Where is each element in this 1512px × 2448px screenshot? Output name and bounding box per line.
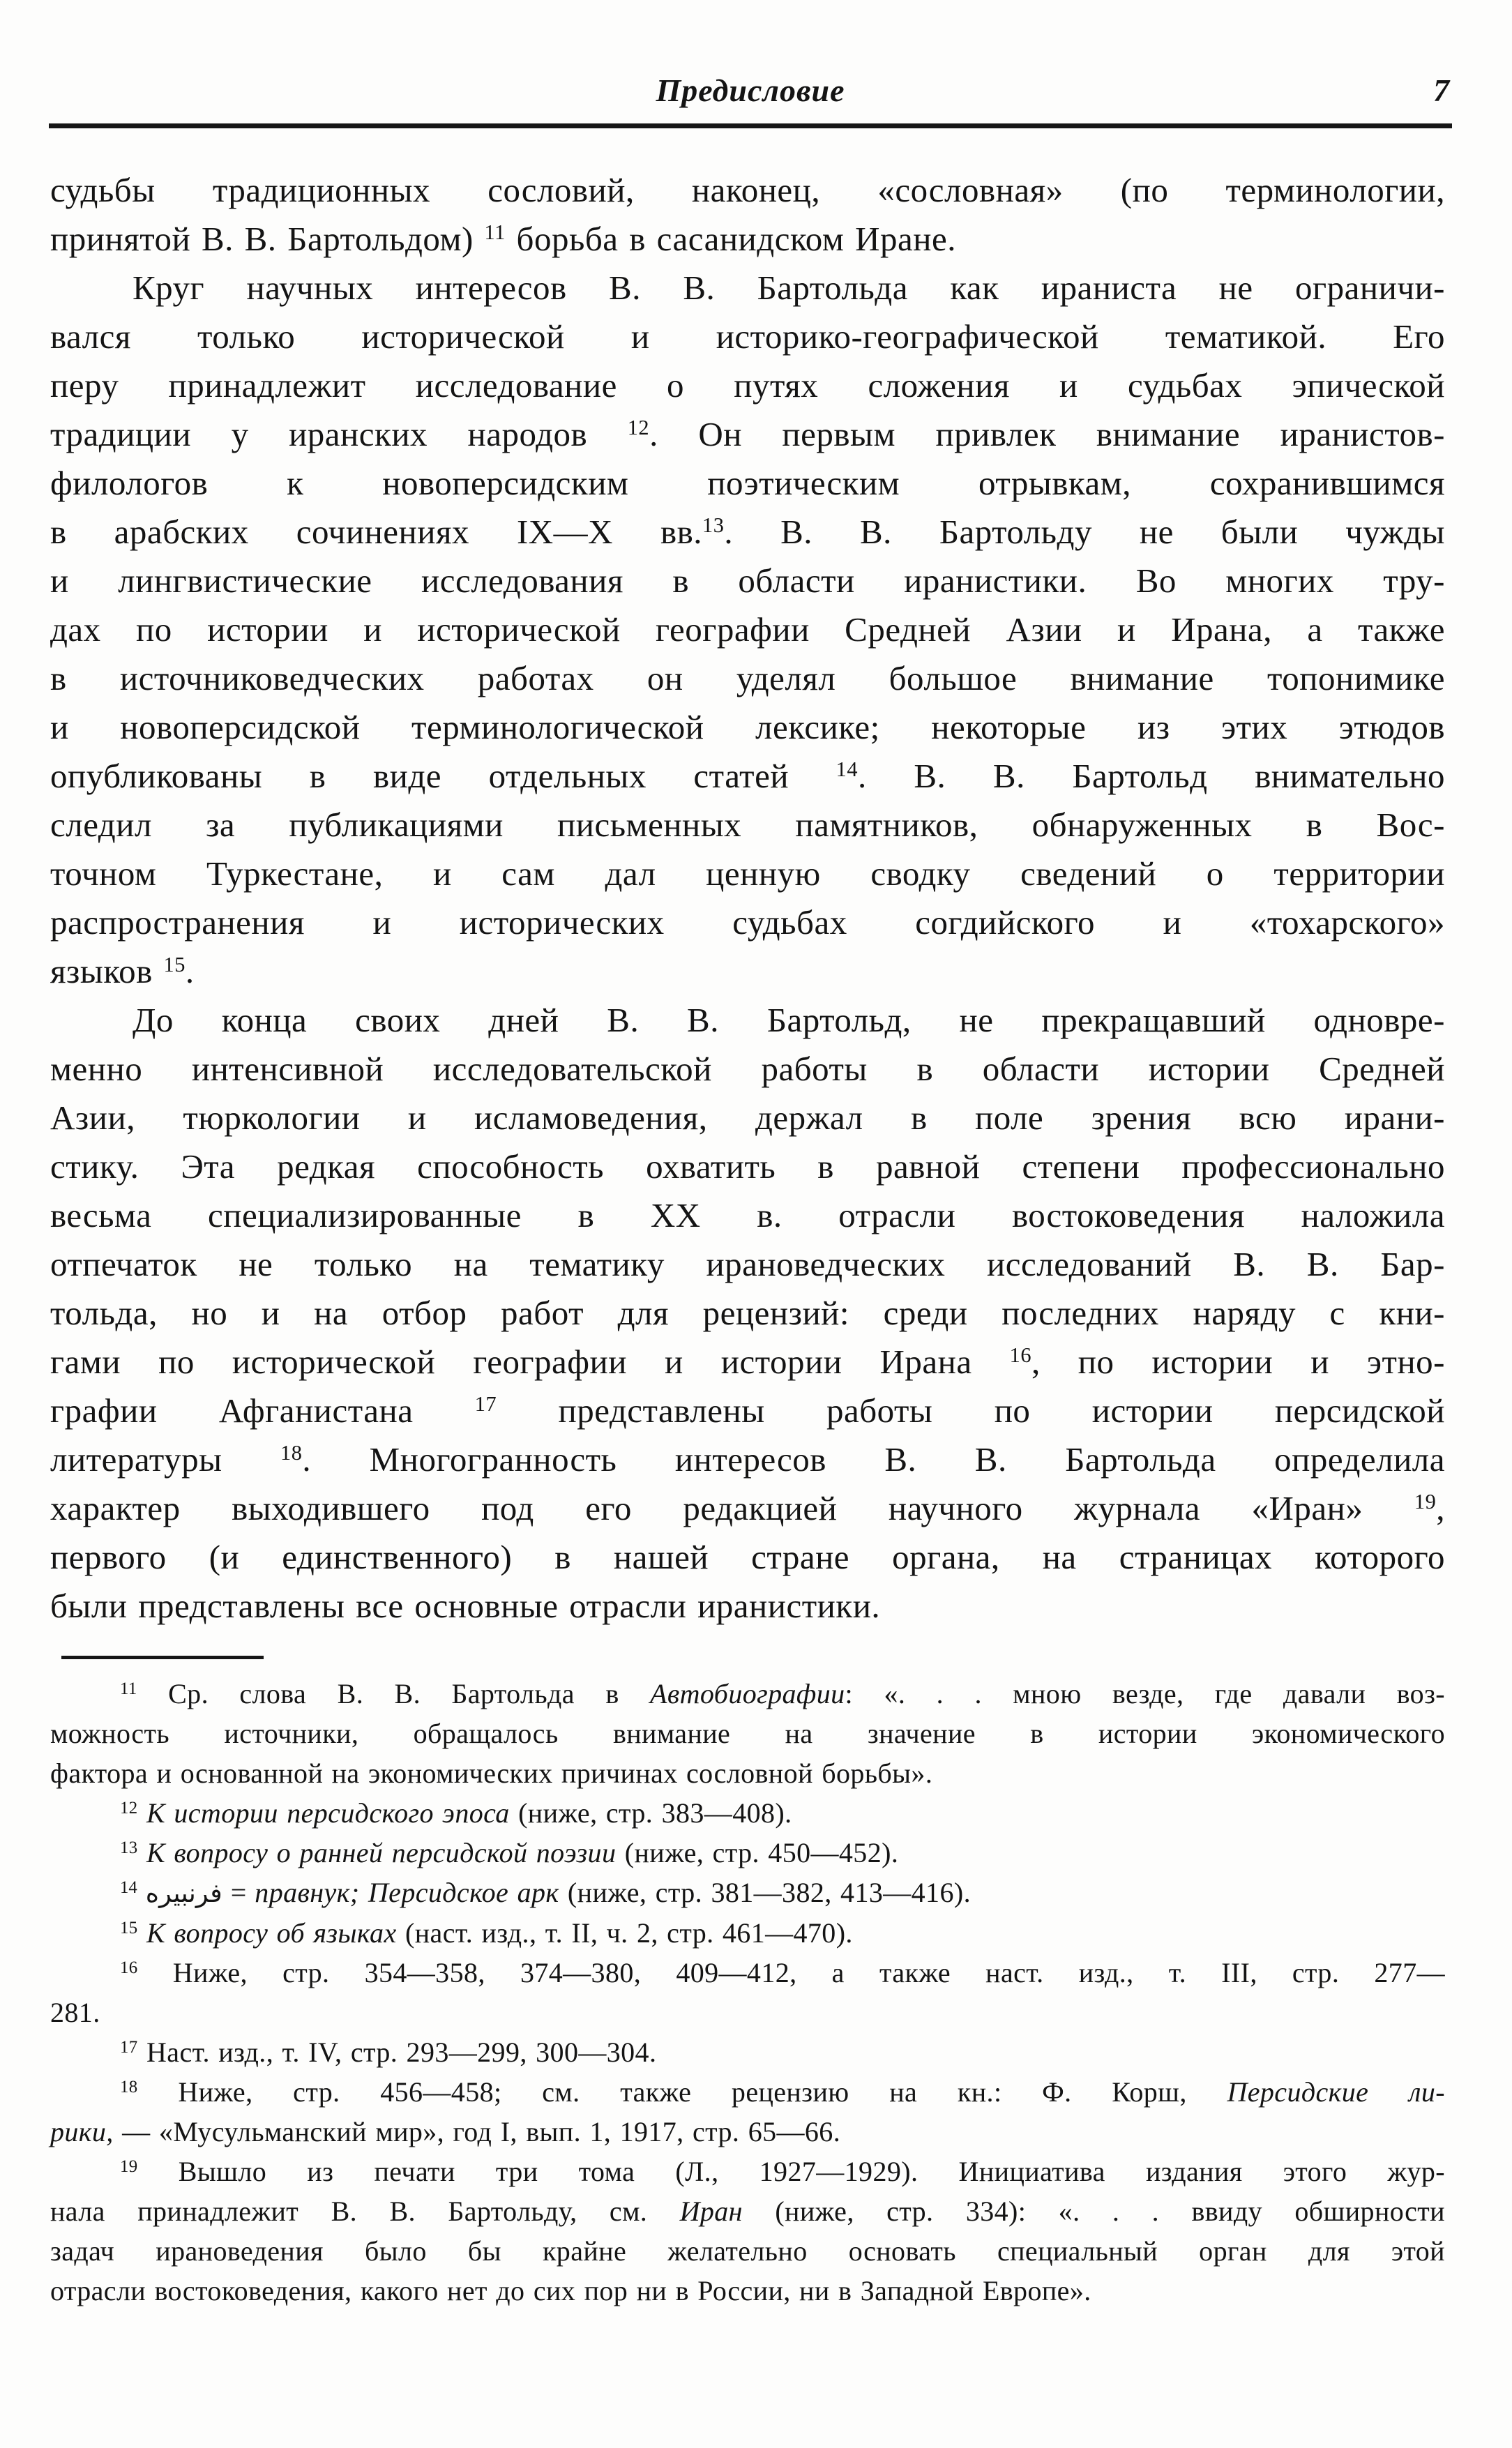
text-segment: Ниже, стр. 456—458; см. также рецензию на кн.: Ф. Корш, (137, 2076, 1227, 2108)
footnote-reference: 18 (120, 2078, 138, 2097)
text-segment: вался только исторической и историко-географической тематикой. Его (50, 317, 1445, 356)
footnote-reference: 19 (1414, 1490, 1437, 1514)
text-segment: менно интенсивной исследовательской работы в области истории Средней (50, 1050, 1445, 1088)
text-segment (138, 1797, 146, 1829)
body-line (50, 312, 1445, 361)
text-segment: можность источники, обращалось внимание на значение в истории экономического (50, 1718, 1445, 1749)
text-segment (138, 1837, 146, 1868)
footnote-reference: 12 (627, 416, 650, 440)
text-segment: весьма специализированные в XX в. отрасли востоковедения наложила (50, 1196, 1445, 1234)
text-segment: стику. Эта редкая способность охватить в равной степени профессионально (50, 1147, 1445, 1186)
body-line (50, 703, 1445, 752)
footnote-reference: 19 (120, 2157, 138, 2177)
body-line (50, 1435, 1445, 1484)
body-line (50, 1484, 1445, 1533)
text-segment (137, 1877, 146, 1908)
text-segment: в источниковедческих работах он уделял большое внимание топонимике (50, 659, 1445, 697)
text-segment: . Он первым привлек внимание иранистов- (649, 415, 1445, 453)
text-segment: первого (и единственного) в нашей стране органа, на страницах которого (50, 1538, 1445, 1576)
text-segment: 281. (50, 1997, 100, 2028)
body-line (50, 1240, 1445, 1289)
text-segment: К истории персидского эпоса (146, 1797, 510, 1829)
footnote-line (50, 1753, 1445, 1793)
body-line (50, 1045, 1445, 1094)
footnote-reference: 15 (120, 1919, 138, 1938)
page-header (49, 71, 1452, 113)
body-line (50, 557, 1445, 605)
footnote-reference: 12 (120, 1799, 138, 1818)
text-segment: : «. . . мною везде, где давали воз- (845, 1678, 1445, 1709)
text-segment: Персидские ли- (1227, 2076, 1445, 2108)
text-segment: Автобиографии (650, 1678, 845, 1709)
body-line (50, 1387, 1445, 1435)
footnote-line (50, 1793, 1445, 1833)
text-segment: , по истории и этно- (1031, 1343, 1445, 1381)
body-line (50, 752, 1445, 801)
text-segment: следил за публикациями письменных памятников, обнаруженных в Вос- (50, 806, 1445, 844)
text-segment: и лингвистические исследования в области иранистики. Во многих тру- (50, 561, 1445, 600)
body-line (50, 1338, 1445, 1387)
body-line (50, 1533, 1445, 1582)
body-line (50, 459, 1445, 508)
body-line (50, 361, 1445, 410)
body-line (50, 801, 1445, 849)
text-segment: задач ирановедения было бы крайне желательно основать специальный орган для этой (50, 2235, 1445, 2267)
text-segment: К вопросу об языках (146, 1917, 397, 1949)
footnote-reference: 17 (474, 1392, 497, 1416)
body-line (50, 947, 1445, 996)
text-segment: . В. В. Бартольду не были чужды (724, 513, 1445, 551)
text-segment: судьбы традиционных сословий, наконец, «сословная» (по терминологии, (50, 171, 1445, 209)
text-segment: принятой В. В. Бартольдом) (50, 220, 485, 258)
text-segment: فرنبيره (145, 1878, 222, 1908)
text-segment: (наст. изд., т. II, ч. 2, стр. 461—470). (396, 1917, 853, 1949)
body-line (50, 1142, 1445, 1191)
footnote-reference: 13 (702, 513, 725, 538)
body-line (50, 1094, 1445, 1142)
text-segment: нала принадлежит В. В. Бартольду, см. (50, 2196, 680, 2227)
text-segment: (ниже, стр. 381—382, 413—416). (559, 1877, 971, 1908)
footnote-line (50, 2072, 1445, 2112)
text-segment: (ниже, стр. 334): «. . . ввиду обширности (742, 2196, 1445, 2227)
footnote-line (50, 1674, 1445, 1714)
footnote-reference: 14 (836, 757, 859, 782)
footnote-reference: 17 (120, 2038, 138, 2057)
text-segment: опубликованы в виде отдельных статей (50, 757, 836, 795)
footnote-separator-rule (61, 1656, 264, 1659)
footnote-line (50, 1833, 1445, 1873)
footnote-reference: 11 (120, 1679, 137, 1699)
text-segment: языков (50, 952, 164, 990)
text-segment: , (1436, 1489, 1445, 1527)
text-segment: филологов к новоперсидским поэтическим отрывкам, сохранившимся (50, 464, 1445, 502)
text-segment: и новоперсидской терминологической лексике; некоторые из этих этюдов (50, 708, 1445, 746)
text-segment: были представлены все основные отрасли иранистики. (50, 1587, 881, 1625)
text-segment: Наст. изд., т. IV, стр. 293—299, 300—304. (137, 2037, 657, 2068)
footnote-reference: 11 (484, 220, 506, 245)
text-segment: . Многогранность интересов В. В. Бартольда определила (302, 1440, 1445, 1479)
footnote-line (50, 1873, 1445, 1913)
text-segment: Азии, тюркологии и исламоведения, держал в поле зрения всю ирани- (50, 1098, 1445, 1137)
body-line (50, 996, 1445, 1045)
footnote-line (50, 2231, 1445, 2271)
footnotes-block (50, 1674, 1445, 2311)
text-segment: тольда, но и на отбор работ для рецензий: среди последних наряду с кни- (50, 1294, 1445, 1332)
footnote-line (50, 2271, 1445, 2311)
footnote-reference: 18 (280, 1441, 303, 1465)
text-segment (138, 1917, 146, 1949)
text-segment: Ниже, стр. 354—358, 374—380, 409—412, а также наст. изд., т. III, стр. 277— (137, 1957, 1445, 1988)
text-segment: характер выходившего под его редакцией научного журнала «Иран» (50, 1489, 1414, 1527)
footnote-reference: 14 (120, 1878, 137, 1898)
header-rule (49, 123, 1452, 128)
body-line (50, 898, 1445, 947)
footnote-reference: 16 (1009, 1343, 1031, 1368)
text-segment: литературы (50, 1440, 281, 1479)
body-line (50, 166, 1445, 215)
footnote-line (50, 1714, 1445, 1753)
body-line (50, 1191, 1445, 1240)
footnote-line (50, 2152, 1445, 2191)
body-line (50, 410, 1445, 459)
text-segment: (ниже, стр. 383—408). (509, 1797, 792, 1829)
text-segment: в арабских сочинениях IX—X вв. (50, 513, 703, 551)
text-segment: графии Афганистана (50, 1391, 475, 1430)
text-segment: борьба в сасанидском Иране. (505, 220, 956, 258)
text-segment: традиции у иранских народов (50, 415, 628, 453)
text-segment: перу принадлежит исследование о путях сложения и судьбах эпической (50, 366, 1445, 405)
text-segment: точном Туркестане, и сам дал ценную сводку сведений о территории (50, 854, 1445, 893)
footnote-reference: 15 (163, 953, 186, 977)
text-segment: До конца своих дней В. В. Бартольд, не прекращавший одновре- (133, 1001, 1445, 1039)
text-segment: — «Мусульманский мир», год I, вып. 1, 1917, стр. 65—66. (113, 2116, 841, 2147)
text-segment: фактора и основанной на экономических причинах сословной борьбы». (50, 1758, 933, 1789)
footnote-line (50, 2191, 1445, 2231)
text-segment: Иран (679, 2196, 743, 2227)
text-segment: представлены работы по истории персидской (497, 1391, 1445, 1430)
body-line (50, 264, 1445, 312)
text-segment: . (185, 952, 195, 990)
text-segment: дах по истории и исторической географии Средней Азии и Ирана, а также (50, 610, 1445, 649)
body-line (50, 605, 1445, 654)
text-segment: гами по исторической географии и истории Ирана (50, 1343, 1010, 1381)
text-segment: = (222, 1877, 255, 1908)
text-segment: К вопросу о ранней персидской поэзии (146, 1837, 617, 1868)
body-line (50, 215, 1445, 264)
text-segment: . В. В. Бартольд внимательно (858, 757, 1446, 795)
body-line (50, 1289, 1445, 1338)
footnote-reference: 16 (120, 1958, 138, 1978)
text-segment: Ср. слова В. В. Бартольда в (137, 1678, 651, 1709)
text-segment: правнук; Персидское арк (255, 1877, 559, 1908)
running-title: Предисловие (656, 73, 845, 108)
footnote-line (50, 1993, 1445, 2032)
body-line (50, 1582, 1445, 1631)
footnote-line (50, 1953, 1445, 1993)
body-line (50, 849, 1445, 898)
body-line (50, 508, 1445, 557)
text-segment: распространения и исторических судьбах согдийского и «тохарского» (50, 903, 1445, 942)
footnote-reference: 13 (120, 1838, 138, 1858)
text-segment: отпечаток не только на тематику ирановедческих исследований В. В. Бар- (50, 1245, 1445, 1283)
text-segment: Вышло из печати три тома (Л., 1927—1929). Инициатива издания этого жур- (137, 2156, 1445, 2187)
text-segment: (ниже, стр. 450—452). (616, 1837, 899, 1868)
text-segment: отрасли востоковедения, какого нет до сих пор ни в России, ни в Западной Европе». (50, 2275, 1091, 2306)
page-number: 7 (1433, 73, 1449, 108)
text-segment: рики, (50, 2116, 114, 2147)
text-segment: Круг научных интересов В. В. Бартольда как ираниста не ограничи- (133, 269, 1445, 307)
body-line (50, 654, 1445, 703)
footnote-line (50, 1913, 1445, 1953)
footnote-line (50, 2112, 1445, 2152)
body-text (50, 166, 1445, 1631)
footnote-line (50, 2032, 1445, 2072)
